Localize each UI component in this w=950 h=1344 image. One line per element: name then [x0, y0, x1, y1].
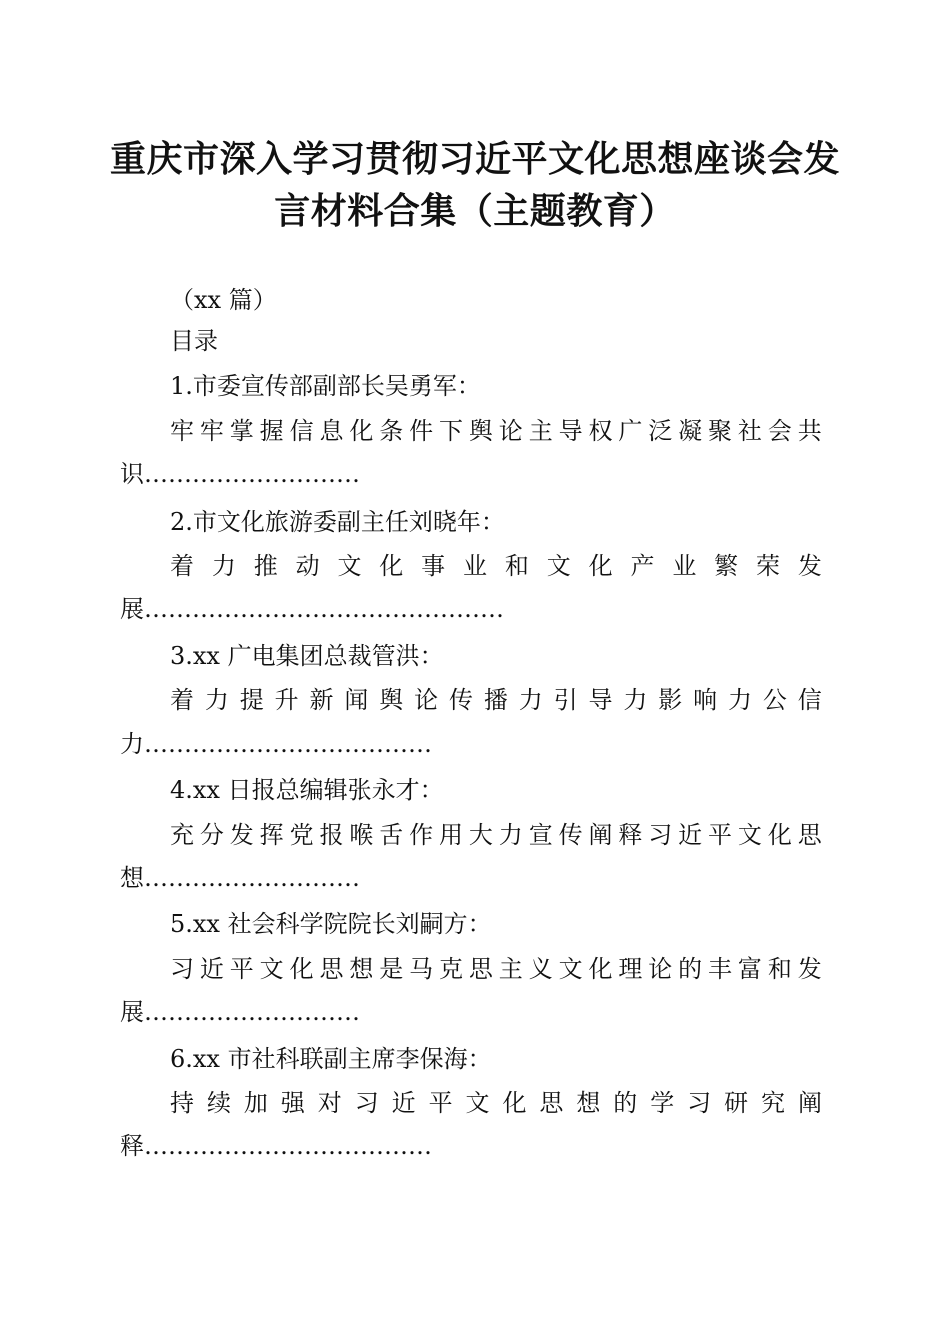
toc-entry-3-topic-end: 力……………………………… — [120, 730, 432, 758]
title-line-2: 言材料合集（主题教育） — [274, 190, 676, 232]
toc-entry-5-speaker: 5.xx 社会科学院院长刘嗣方： — [170, 910, 492, 938]
toc-entry-6-topic: 持 续 加 强 对 习 近 平 文 化 思 想 的 学 习 研 究 阐 — [170, 1089, 822, 1117]
toc-entry-6-topic-end: 释……………………………… — [120, 1132, 432, 1160]
toc-entry-1-speaker: 1.市委宣传部副部长吴勇军： — [170, 372, 481, 400]
toc-entry-2-topic-end: 展……………………………………… — [120, 595, 504, 623]
title-line-1: 重庆市深入学习贯彻习近平文化思想座谈会发 — [109, 138, 840, 180]
toc-entry-2-speaker: 2.市文化旅游委副主任刘晓年： — [170, 508, 505, 536]
toc-entry-1-topic-end: 识……………………… — [120, 460, 360, 488]
toc-entry-2-topic: 着 力 推 动 文 化 事 业 和 文 化 产 业 繁 荣 发 — [170, 552, 822, 580]
toc-entry-5-topic: 习 近 平 文 化 思 想 是 马 克 思 主 义 文 化 理 论 的 丰 富 和 发 — [170, 955, 822, 983]
toc-entry-3-topic: 着 力 提 升 新 闻 舆 论 传 播 力 引 导 力 影 响 力 公 信 — [170, 686, 822, 714]
toc-entry-4-topic: 充 分 发 挥 党 报 喉 舌 作 用 大 力 宣 传 阐 释 习 近 平 文 化 思 — [170, 821, 822, 849]
toc-entry-1-topic: 牢 牢 掌 握 信 息 化 条 件 下 舆 论 主 导 权 广 泛 凝 聚 社 会 共 — [170, 417, 822, 445]
toc-entry-5-topic-end: 展……………………… — [120, 998, 360, 1026]
toc-entry-4-topic-end: 想……………………… — [120, 864, 360, 892]
document-title — [0, 133, 950, 237]
toc-heading: 目录 — [170, 327, 218, 355]
count-note: （xx 篇） — [170, 286, 277, 314]
toc-entry-6-speaker: 6.xx 市社科联副主席李保海： — [170, 1045, 492, 1073]
toc-entry-4-speaker: 4.xx 日报总编辑张永才： — [170, 776, 444, 804]
toc-entry-3-speaker: 3.xx 广电集团总裁管洪： — [170, 642, 444, 670]
